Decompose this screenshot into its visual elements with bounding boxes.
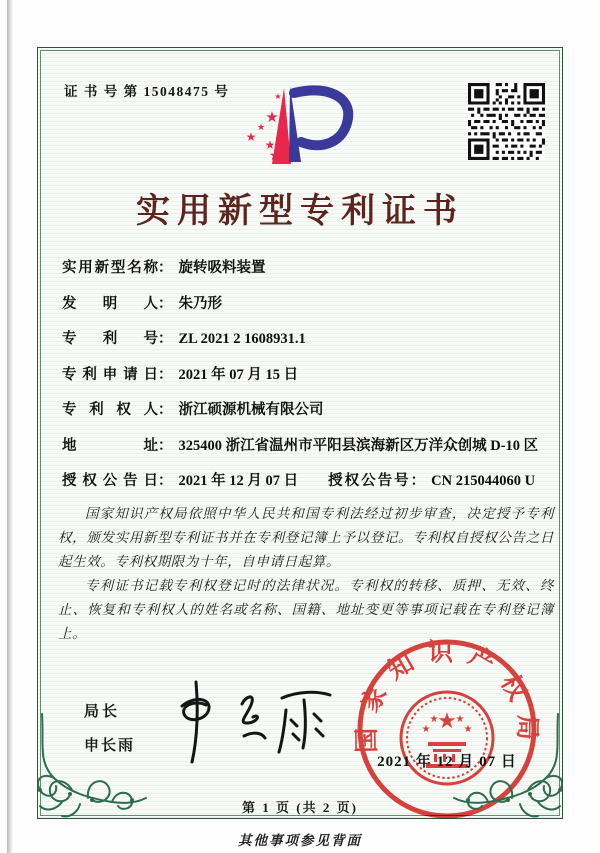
- field-label: 地址: [62, 437, 158, 454]
- qr-code-svg: [468, 83, 545, 160]
- field-label: 专利权人: [62, 402, 158, 418]
- field-patent-number: [62, 327, 560, 348]
- field-label: 发明人: [62, 295, 158, 312]
- director-name: 申长雨: [84, 738, 136, 754]
- cnipa-logo-icon: [232, 84, 366, 175]
- field-colon: ：: [158, 437, 173, 454]
- logo-blue-loop: [294, 91, 348, 146]
- page-number: 第 1 页 (共 2 页): [242, 800, 358, 815]
- field-value: 2021 年 07 月 15 日: [178, 366, 299, 383]
- field-grant-number: [328, 469, 535, 490]
- field-value: 325400 浙江省温州市平阳县滨海新区万洋众创城 D-10 区: [178, 437, 539, 454]
- field-colon: ：: [158, 473, 173, 489]
- logo-star-icon: ★: [245, 130, 257, 144]
- emblem-star-icon: ★: [429, 714, 439, 725]
- emblem-star-icon: ★: [421, 724, 431, 735]
- body-paragraph-1: 国家知识产权局依照中华人民共和国专利法经过初步审查，决定授予专利权，颁发实用新型专利证书并在专利登记簿上予以登记。专利权自授权公告之日起生效。专利权期限为十年，自申请日起算。: [58, 506, 554, 570]
- field-colon: ：: [410, 473, 426, 489]
- logo-star-icon: ★: [268, 149, 282, 164]
- field-label: 实用新型名称: [62, 260, 158, 276]
- cnipa-logo-svg: [232, 84, 366, 170]
- scan-edge-shadow: [7, 0, 13, 853]
- field-filing-date: [62, 363, 560, 384]
- emblem-star-icon: ★: [455, 714, 465, 725]
- field-inventor: [62, 292, 560, 313]
- field-colon: ：: [158, 295, 173, 312]
- director-title: 局长: [84, 704, 121, 720]
- field-value: 旋转吸料装置: [178, 260, 266, 276]
- field-colon: ：: [158, 260, 173, 276]
- certificate-body: [58, 502, 554, 646]
- qr-code-icon: [468, 83, 545, 160]
- logo-star-icon: ★: [256, 122, 266, 132]
- grant-seal-date: 2021 年 12 月 07 日: [377, 754, 517, 770]
- field-value: 2021 年 12 月 07 日: [178, 473, 299, 489]
- field-label: 授权公告日: [62, 473, 158, 489]
- field-value: 朱乃形: [178, 295, 222, 312]
- logo-star-icon: ★: [274, 92, 282, 101]
- field-grant-row: [62, 469, 560, 490]
- body-paragraph-2: 专利证书记载专利权登记时的法律状况。专利权的转移、质押、无效、终止、恢复和专利权人的姓名或名称、国籍、地址变更等事项记载在专利登记簿上。: [58, 578, 554, 642]
- back-side-note: 其他事项参见背面: [238, 833, 362, 848]
- certificate-title: 实用新型专利证书: [136, 193, 464, 230]
- field-label: 专利申请日: [62, 366, 158, 383]
- field-label: 专利号: [62, 331, 158, 347]
- field-utility-model-name: [62, 256, 560, 277]
- field-colon: ：: [158, 366, 173, 383]
- emblem-star-icon: ★: [463, 724, 473, 735]
- field-value: CN 215044060 U: [431, 473, 536, 489]
- field-colon: ：: [158, 331, 173, 347]
- field-address: [62, 434, 560, 455]
- seal-agency-text: 国家知识产权局: [354, 639, 540, 754]
- director-signature-icon: [162, 672, 347, 772]
- emblem-star-icon: ★: [437, 708, 457, 733]
- certificate-fields: [62, 256, 560, 505]
- certificate-number: 证 书 号 第 15048475 号: [64, 84, 230, 99]
- field-label: 授权公告号: [328, 473, 411, 489]
- field-value: 浙江硕源机械有限公司: [178, 402, 324, 418]
- logo-star-icon: ★: [265, 110, 279, 126]
- field-value: ZL 2021 2 1608931.1: [178, 331, 306, 347]
- field-colon: ：: [158, 402, 173, 418]
- field-patentee: [62, 398, 560, 419]
- field-grant-date: [62, 469, 298, 490]
- signature-strokes: [162, 672, 347, 767]
- logo-star-icon: ★: [264, 138, 276, 152]
